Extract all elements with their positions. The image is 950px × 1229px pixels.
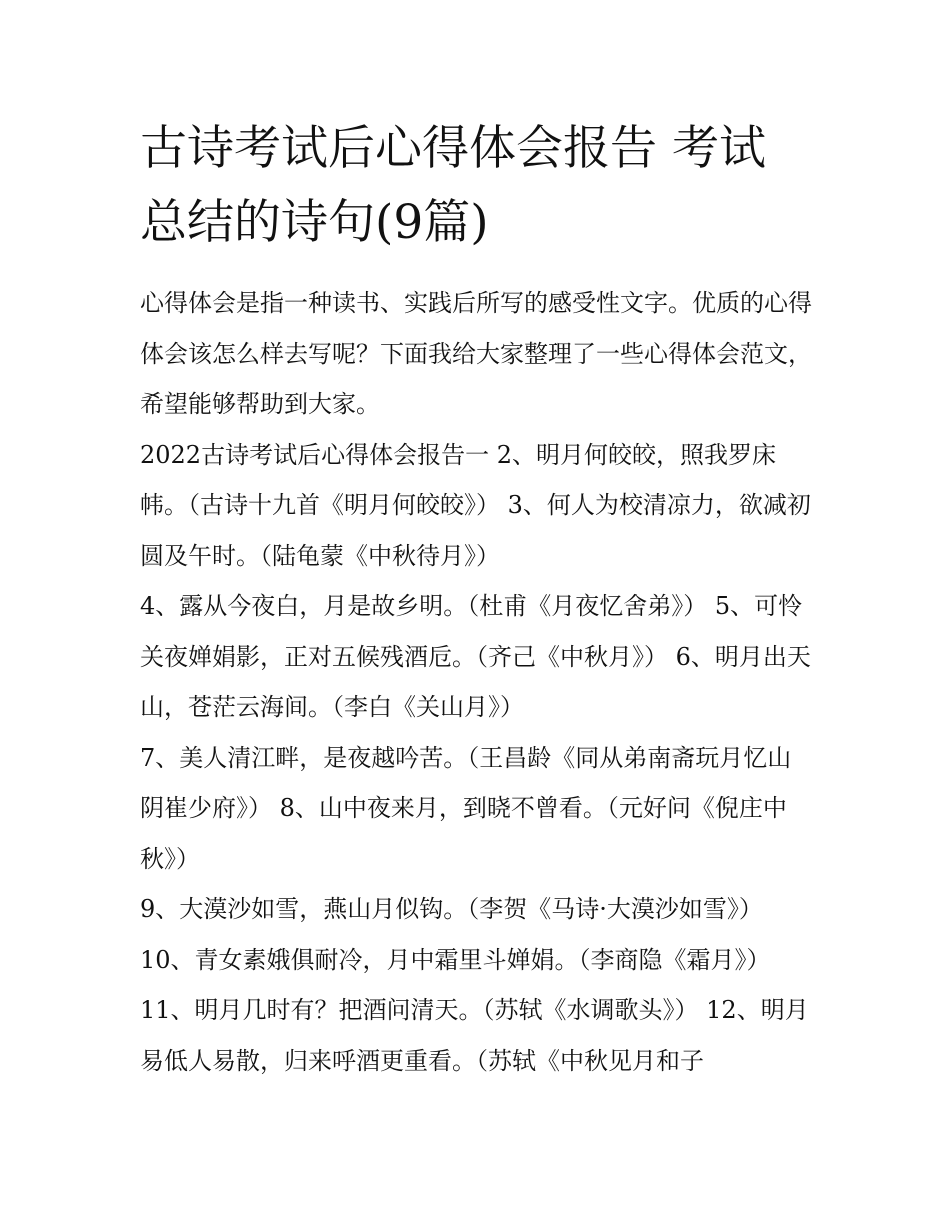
paragraph-poems-11-12: 11、明月几时有？把酒问清天。（苏轼《水调歌头》） 12、明月易低人易散，归来呼酒更重看。（苏轼《中秋见月和子 — [140, 996, 809, 1075]
paragraph-poem-9: 9、大漠沙如雪，燕山月似钩。（李贺《马诗·大漠沙如雪》） — [140, 895, 763, 923]
paragraph-report-one: 2022古诗考试后心得体会报告一 2、明月何皎皎，照我罗床帏。（古诗十九首《明月何皎皎》） 3、何人为校清凉力，欲减初圆及午时。（陆龟蒙《中秋待月》） — [140, 440, 811, 570]
paragraph-intro: 心得体会是指一种读书、实践后所写的感受性文字。优质的心得体会该怎么样去写呢？下面我给大家整理了一些心得体会范文，希望能够帮助到大家。 — [140, 289, 812, 418]
paragraph-poem-10: 10、青女素娥俱耐冷，月中霜里斗婵娟。（李商隐《霜月》） — [140, 945, 771, 974]
document-page — [140, 112, 812, 1086]
document-title: 古诗考试后心得体会报告 考试总结的诗句(9篇) — [140, 121, 766, 250]
paragraph-poems-4-6: 4、露从今夜白，月是故乡明。（杜甫《月夜忆舍弟》） 5、可怜关夜婵娟影，正对五候残酒卮。（齐己《中秋月》） 6、明月出天山，苍茫云海间。（李白《关山月》） — [140, 592, 811, 721]
paragraph-poems-7-8: 7、美人清江畔，是夜越吟苦。（王昌龄《同从弟南斋玩月忆山阴崔少府》） 8、山中夜来月，到晓不曾看。（元好问《倪庄中秋》） — [140, 743, 792, 873]
